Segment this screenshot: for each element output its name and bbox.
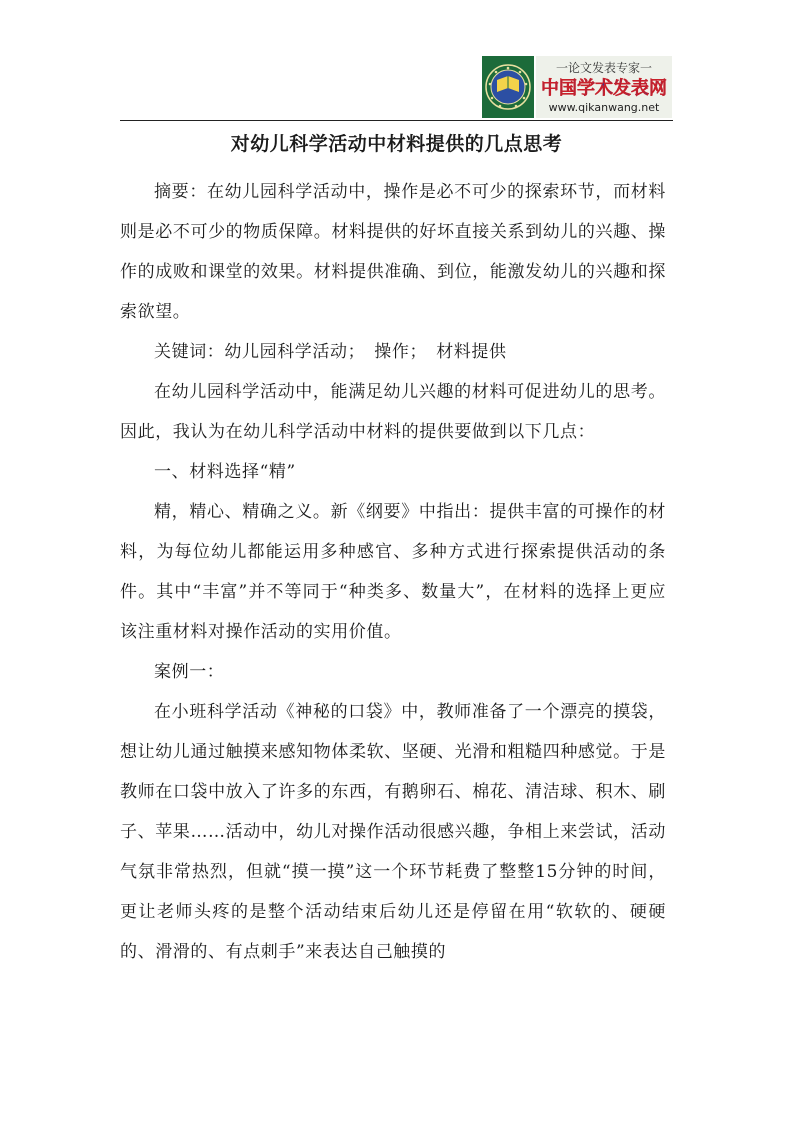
intro-paragraph: 在幼儿园科学活动中，能满足幼儿兴趣的材料可促进幼儿的思考。因此，我认为在幼儿科学活动中材料的提供要做到以下几点： (120, 382, 666, 442)
keywords-paragraph: 关键词：幼儿园科学活动； 操作； 材料提供 (154, 342, 507, 362)
abstract-paragraph: 摘要：在幼儿园科学活动中，操作是必不可少的探索环节，而材料则是必不可少的物质保障。材料提供的好坏直接关系到幼儿的兴趣、操作的成败和课堂的效果。材料提供准确、到位，能激发幼儿的兴趣和探索欲望。 (120, 182, 666, 322)
article-title: 对幼儿科学活动中材料提供的几点思考 (230, 133, 563, 155)
logo-url: www.qikanwang.net (548, 101, 660, 114)
section-paragraph: 精，精心、精确之义。新《纲要》中指出：提供丰富的可操作的材料，为每位幼儿都能运用多种感官、多种方式进行探索提供活动的条件。其中“丰富”并不等同于“种类多、数量大”，在材料的选择上更应该注重材料对操作活动的实用价值。 (120, 502, 666, 642)
logo-brand: 中国学术发表网 (541, 78, 667, 99)
case-heading: 案例一： (154, 662, 225, 682)
logo-tagline: 一论文发表专家一 (555, 61, 653, 75)
publisher-logo (482, 56, 672, 118)
section-heading: 一、材料选择“精” (154, 462, 296, 482)
logo-wordmark (536, 56, 672, 118)
header-divider (120, 120, 673, 121)
article-body (120, 172, 666, 972)
seal-emblem-icon (482, 56, 534, 118)
case-paragraph: 在小班科学活动《神秘的口袋》中，教师准备了一个漂亮的摸袋，想让幼儿通过触摸来感知物体柔软、坚硬、光滑和粗糙四种感觉。于是教师在口袋中放入了许多的东西，有鹅卵石、棉花、清洁球、积木、刷子、苹果……活动中，幼儿对操作活动很感兴趣，争相上来尝试，活动气氛非常热烈，但就“摸一摸”这一个环节耗费了整整15分钟的时间，更让老师头疼的是整个活动结束后幼儿还是停留在用“软软的、硬硬的、滑滑的、有点刺手”来表达自己触摸的 (120, 702, 666, 962)
